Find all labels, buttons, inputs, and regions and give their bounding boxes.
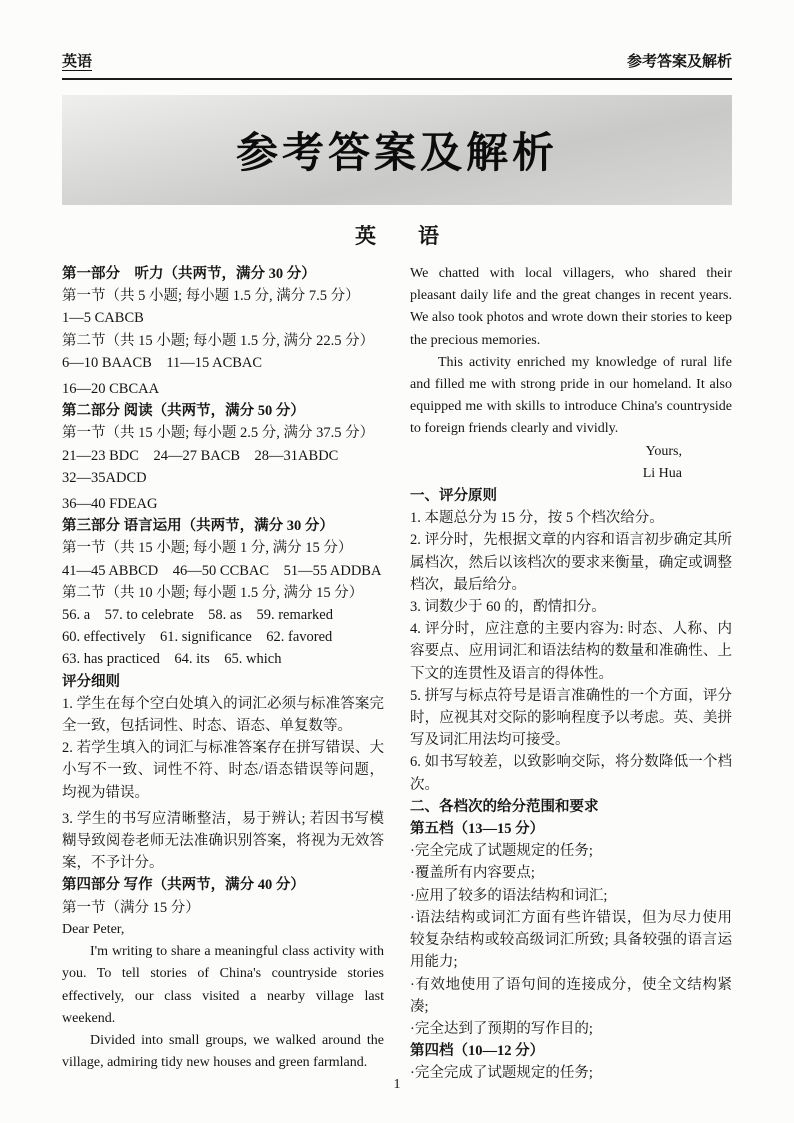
- header-title-label: 参考答案及解析: [626, 54, 732, 70]
- bullet-item: ·完全完成了试题规定的任务;: [410, 1065, 593, 1082]
- paragraph: 第一节（共 15 小题; 每小题 2.5 分, 满分 37.5 分）: [62, 425, 375, 442]
- answer-line: 60. effectively 61. significance 62. favored: [62, 629, 333, 646]
- answer-line: 36—40 FDEAG: [62, 496, 158, 513]
- paragraph: 3. 词数少于 60 的，酌情扣分。: [410, 599, 606, 616]
- paragraph: 第一节（满分 15 分）: [62, 899, 200, 916]
- paragraph: 4. 评分时，应注意的主要内容为: 时态、人称、内容要点、应用词汇和语法结构的数量和准确性、上下文的连贯性及语言的得体性。: [410, 621, 732, 682]
- paragraph: We chatted with local villagers, who shared their pleasant daily life and the great changes in recent years. We also took photos and wrote down their stories to keep the precious memories.: [410, 266, 732, 348]
- section-heading: 第四部分 写作（共两节，满分 40 分）: [62, 877, 305, 894]
- section-heading: 评分细则: [62, 673, 120, 690]
- section-heading: 第三部分 语言运用（共两节，满分 30 分）: [62, 518, 334, 535]
- column-left: [62, 263, 384, 1085]
- bullet-item: ·覆盖所有内容要点;: [410, 865, 535, 882]
- running-header: [62, 50, 732, 80]
- title-banner: [62, 95, 732, 205]
- answer-line: 21—23 BDC 24—27 BACB 28—31ABDC: [62, 447, 339, 464]
- bullet-item: ·应用了较多的语法结构和词汇;: [410, 887, 608, 904]
- paragraph: 2. 评分时，先根据文章的内容和语言初步确定其所属档次，然后以该档次的要求来衡量，确定或调整档次，最后给分。: [410, 532, 732, 593]
- answer-line: 63. has practiced 64. its 65. which: [62, 651, 282, 668]
- paragraph: This activity enriched my knowledge of rural life and filled me with strong pride in our homeland. It also equipped me with skills to introduce China's countryside to foreign friends clearly and vividly.: [410, 354, 732, 437]
- answer-line: 56. a 57. to celebrate 58. as 59. remarked: [62, 607, 333, 624]
- banner-title: 参考答案及解析: [235, 131, 558, 177]
- paragraph: 第一节（共 15 小题; 每小题 1 分, 满分 15 分）: [62, 540, 353, 557]
- answer-line: 32—35ADCD: [62, 469, 147, 486]
- paragraph: I'm writing to share a meaningful class activity with you. To tell stories of China's countryside stories effectively, our class visited a nearby village last weekend.: [62, 944, 384, 1026]
- signature-line: Li Hua: [642, 465, 682, 481]
- subject-heading: 英 语: [355, 224, 439, 248]
- paragraph: 第二节（共 10 小题; 每小题 1.5 分, 满分 15 分）: [62, 584, 364, 601]
- paragraph: 6. 如书写较差，以致影响交际，将分数降低一个档次。: [410, 754, 732, 793]
- section-heading: 二、各档次的给分范围和要求: [410, 798, 599, 815]
- paragraph: 第二节（共 15 小题; 每小题 1.5 分, 满分 22.5 分）: [62, 332, 375, 349]
- answer-line: 6—10 BAACB 11—15 ACBAC: [62, 354, 263, 371]
- section-heading: 第一部分 听力（共两节，满分 30 分）: [62, 266, 316, 282]
- bullet-item: ·语法结构或词汇方面有些许错误，但为尽力使用较复杂结构或较高级词汇所致; 具备较强的语言运用能力;: [410, 909, 732, 971]
- section-heading: 第四档（10—12 分）: [410, 1043, 545, 1060]
- paragraph: 5. 拼写与标点符号是语言准确性的一个方面，评分时，应视其对交际的影响程度予以考虑。英、美拼写及词汇用法均可接受。: [410, 687, 732, 749]
- signature-line: Yours,: [645, 443, 682, 459]
- section-heading: 第二部分 阅读（共两节，满分 50 分）: [62, 403, 305, 420]
- paragraph: 1. 学生在每个空白处填入的词汇必须与标准答案完全一致，包括词性、时态、语态、单复数等。: [62, 695, 384, 735]
- column-right: [410, 263, 732, 1085]
- answer-line: 1—5 CABCB: [62, 310, 144, 327]
- paragraph: 第一节（共 5 小题; 每小题 1.5 分, 满分 7.5 分）: [62, 288, 360, 305]
- section-heading: 第五档（13—15 分）: [410, 821, 545, 838]
- bullet-item: ·有效地使用了语句间的连接成分，使全文结构紧凑;: [410, 976, 732, 1015]
- paragraph: 2. 若学生填入的词汇与标准答案存在拼写错误、大小写不一致、词性不符、时态/语态错误等问题，均视为错误。: [62, 740, 384, 801]
- bullet-item: ·完全达到了预期的写作目的;: [410, 1020, 593, 1037]
- answer-line: 41—45 ABBCD 46—50 CCBAC 51—55 ADDBA: [62, 562, 382, 579]
- two-column-body: [62, 263, 732, 1085]
- bullet-item: ·完全完成了试题规定的任务;: [410, 843, 593, 860]
- paragraph: 3. 学生的书写应清晰整洁，易于辨认; 若因书写模糊导致阅卷老师无法准确识别答案，将视为无效答案，不予计分。: [62, 810, 384, 872]
- page-number: 1: [393, 1077, 401, 1092]
- header-subject-label: 英语: [62, 54, 93, 70]
- paragraph: Divided into small groups, we walked around the village, admiring tidy new houses and green farmland.: [62, 1032, 384, 1071]
- answer-line: 16—20 CBCAA: [62, 381, 160, 398]
- paragraph: Dear Peter,: [62, 921, 125, 937]
- paragraph: 1. 本题总分为 15 分，按 5 个档次给分。: [410, 510, 664, 527]
- section-heading: 一、评分原则: [410, 488, 497, 505]
